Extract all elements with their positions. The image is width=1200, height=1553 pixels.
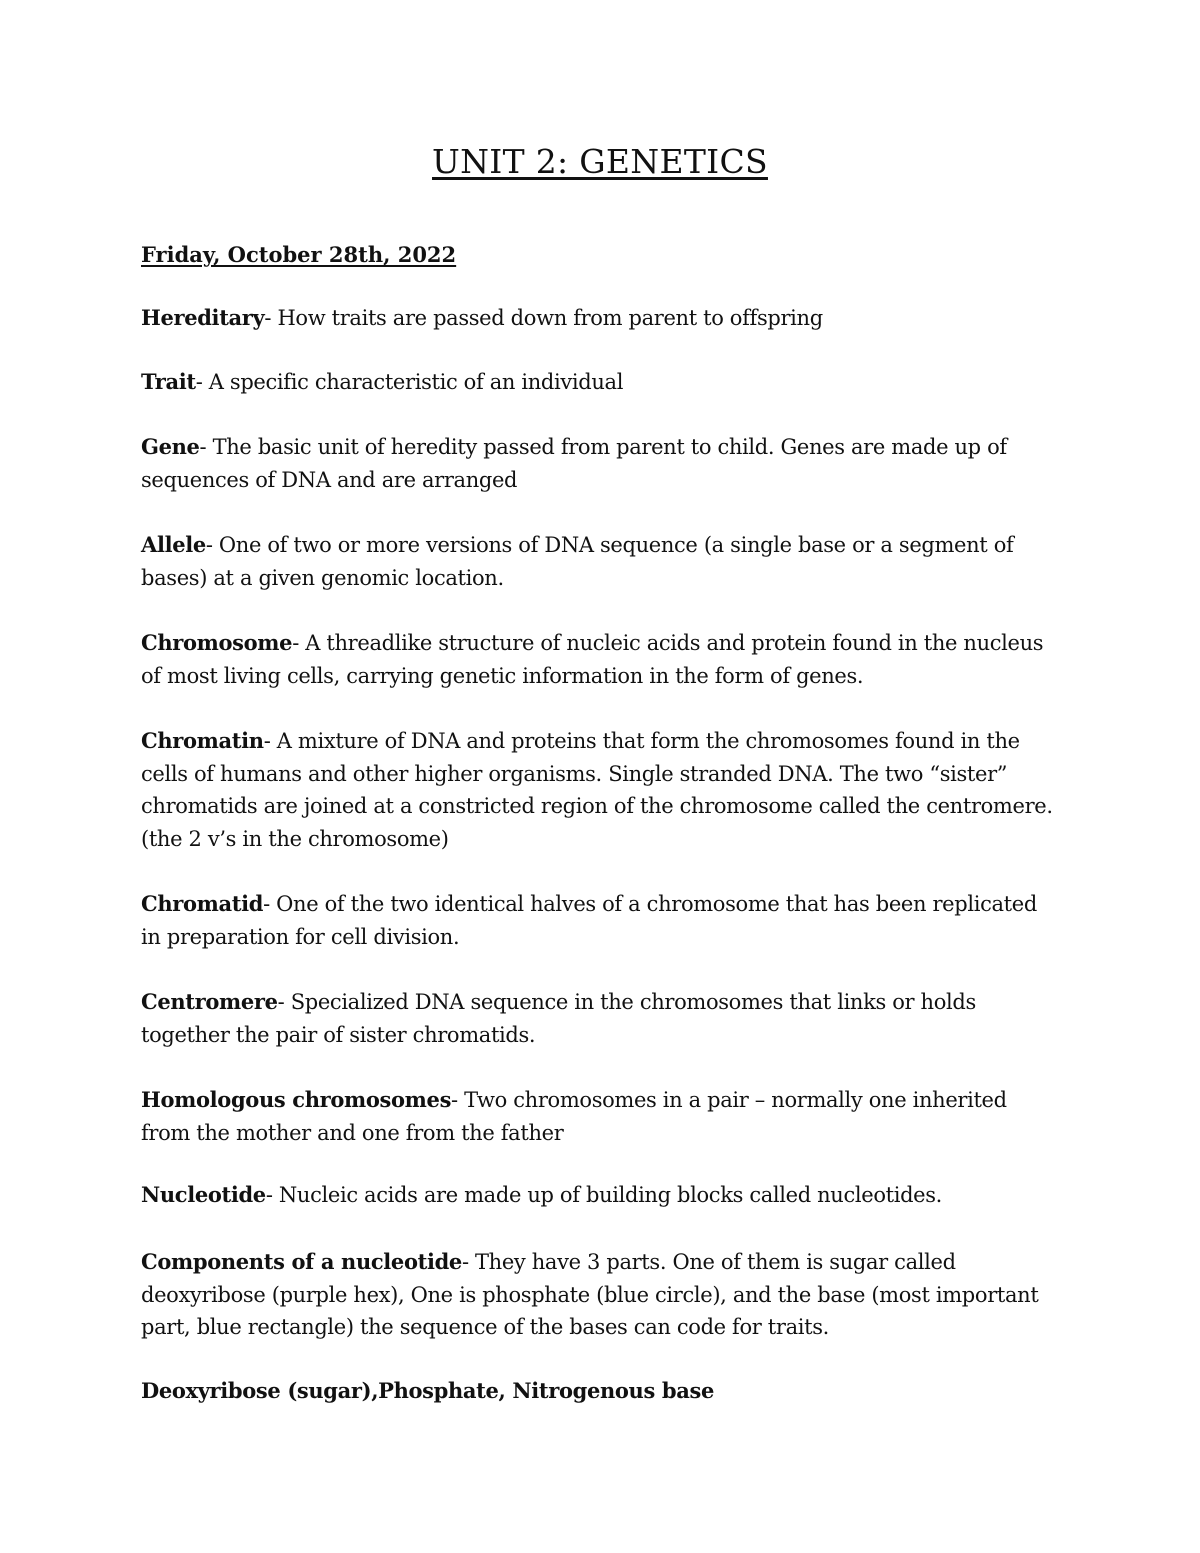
definition-chromosome — [141, 627, 1061, 692]
definition-text: - A threadlike structure of nucleic acids and protein found in the nucleus of most living cells, carrying genetic information in the form of genes. — [141, 631, 1044, 688]
definition-chromatid — [141, 888, 1061, 953]
definition-text: - The basic unit of heredity passed from parent to child. Genes are made up of sequences of DNA and are arranged — [141, 435, 1007, 492]
term-label: Trait — [141, 369, 196, 394]
definition-text: - One of two or more versions of DNA sequence (a single base or a segment of bases) at a given genomic location. — [141, 533, 1014, 590]
definition-components-of-nucleotide — [141, 1246, 1061, 1344]
term-label: Chromatin — [141, 728, 264, 753]
term-label: Allele — [141, 532, 206, 557]
term-label: Homologous chromosomes — [141, 1087, 452, 1112]
definition-allele — [141, 529, 1061, 594]
document-title: UNIT 2: GENETICS — [432, 142, 768, 181]
term-label: Chromosome — [141, 630, 293, 655]
term-label: Centromere — [141, 989, 278, 1014]
definition-text: - Nucleic acids are made up of building blocks called nucleotides. — [265, 1183, 943, 1207]
definition-homologous-chromosomes — [141, 1084, 1061, 1149]
definition-text: - A mixture of DNA and proteins that form the chromosomes found in the cells of humans and other higher organisms. Single stranded DNA. The two “sister” chromatids are joined at a constricted region of the chromosome called the centromere. (the 2 v’s in the chromosome) — [141, 729, 1053, 851]
term-label: Nucleotide — [141, 1182, 266, 1207]
date-heading: Friday, October 28th, 2022 — [141, 242, 457, 267]
term-label: Chromatid — [141, 891, 264, 916]
definition-trait — [141, 366, 1061, 399]
definition-text: - How traits are passed down from parent to offspring — [264, 306, 823, 330]
nucleotide-parts-line: Deoxyribose (sugar),Phosphate, Nitrogenous base — [141, 1378, 714, 1403]
term-label: Gene — [141, 434, 200, 459]
definition-hereditary — [141, 302, 1061, 335]
definition-text: - Two chromosomes in a pair – normally one inherited from the mother and one from the father — [141, 1088, 1007, 1145]
definition-nucleotide — [141, 1179, 1061, 1212]
term-label: Hereditary — [141, 305, 265, 330]
definition-text: - A specific characteristic of an individual — [195, 370, 624, 394]
definition-chromatin — [141, 725, 1061, 855]
definition-text: - Specialized DNA sequence in the chromosomes that links or holds together the pair of sister chromatids. — [141, 990, 976, 1047]
definition-gene — [141, 431, 1061, 496]
definition-text: - They have 3 parts. One of them is sugar called deoxyribose (purple hex), One is phosphate (blue circle), and the base (most important part, blue rectangle) the sequence of the bases can code for traits. — [141, 1250, 1039, 1340]
definition-text: - One of the two identical halves of a chromosome that has been replicated in preparation for cell division. — [141, 892, 1037, 949]
definition-centromere — [141, 986, 1061, 1051]
term-label: Components of a nucleotide — [141, 1249, 462, 1274]
